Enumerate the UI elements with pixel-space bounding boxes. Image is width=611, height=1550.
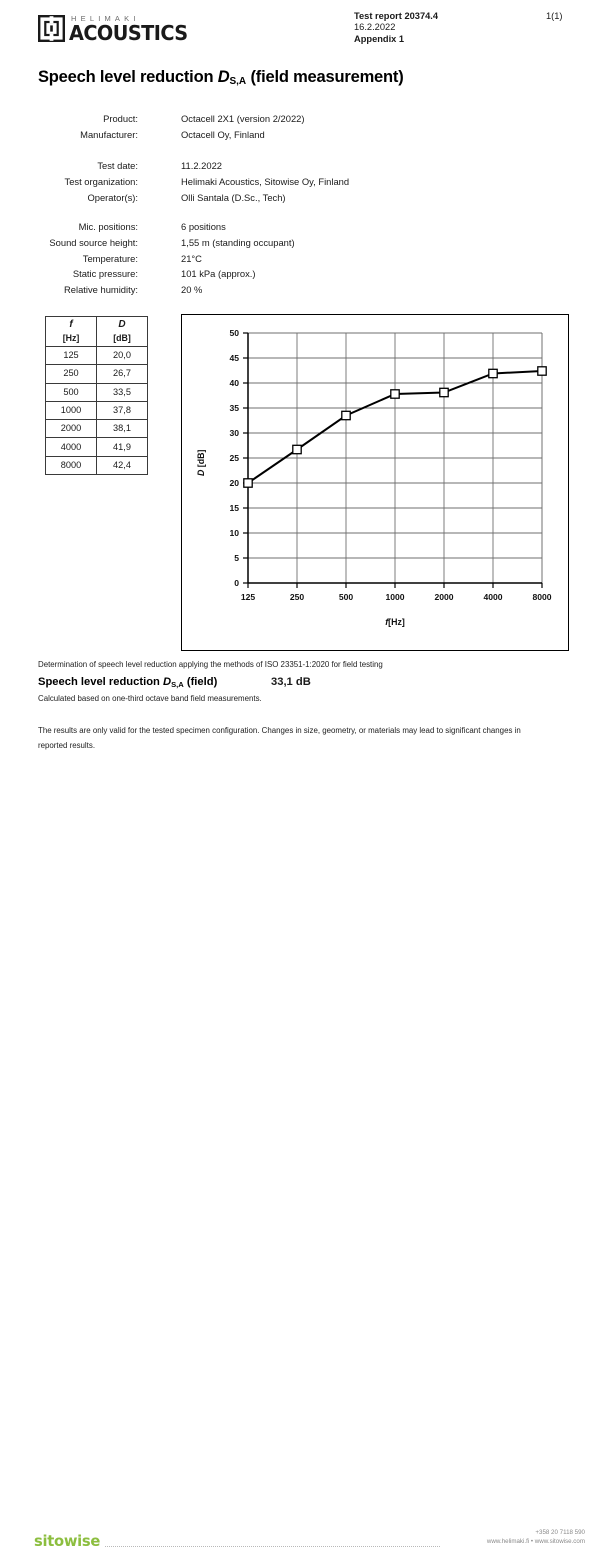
report-title: Test report 20374.4 [354, 11, 439, 21]
result-suffix: (field) [183, 676, 218, 688]
info-label: Temperature: [82, 252, 138, 264]
info-label: Relative humidity: [64, 284, 138, 296]
info-value: 6 positions [181, 221, 226, 232]
table-header-unit-row [46, 331, 148, 347]
info-label: Test date: [97, 160, 138, 171]
info-value: 101 kPa (approx.) [181, 268, 256, 280]
table-header-f-unit: [Hz] [46, 331, 97, 347]
table-body [46, 347, 148, 475]
info-value: Olli Santala (D.Sc., Tech) [181, 191, 286, 203]
info-label: Mic. positions: [78, 221, 138, 232]
info-label: Static pressure: [72, 268, 138, 280]
cell-frequency: 500 [46, 383, 97, 401]
info-row [0, 111, 611, 127]
svg-text:40: 40 [229, 378, 239, 389]
page-title [38, 68, 403, 87]
page-title-symbol: D [217, 68, 230, 86]
info-row [0, 251, 611, 267]
page-title-suffix: (field measurement) [246, 68, 404, 86]
result-prefix: Speech level reduction [38, 676, 163, 688]
info-group-product [0, 111, 611, 143]
disclaimer-text: The results are only valid for the tested specimen configuration. Changes in size, geometry, or materials may lead to significant changes in reported results. [38, 726, 521, 750]
logo-brand-top: HELIMAKI [71, 14, 140, 23]
svg-text:250: 250 [289, 592, 305, 602]
cell-frequency: 1000 [46, 401, 97, 419]
cell-reduction: 38,1 [97, 420, 148, 438]
page-title-prefix: Speech level reduction [38, 68, 218, 86]
cell-reduction: 42,4 [97, 456, 148, 474]
helimaki-acoustics-logo [38, 13, 195, 45]
cell-frequency: 8000 [46, 456, 97, 474]
info-group-test [0, 158, 611, 205]
svg-text:20: 20 [229, 478, 239, 489]
svg-text:4000: 4000 [483, 592, 503, 602]
page-title-subscript: S,A [229, 76, 247, 87]
svg-text:0: 0 [234, 578, 239, 589]
report-meta [354, 11, 438, 45]
table-row [46, 438, 148, 456]
svg-text:30: 30 [229, 428, 239, 439]
info-label: Sound source height: [49, 236, 138, 248]
cell-frequency: 250 [46, 365, 97, 383]
table-row [46, 347, 148, 365]
info-label: Operator(s): [87, 191, 138, 203]
info-label: Product: [103, 113, 138, 124]
footer-contact [445, 1529, 585, 1546]
info-group-conditions [0, 219, 611, 298]
result-symbol: D [162, 676, 172, 688]
table-header-d-unit: [dB] [97, 331, 148, 347]
note-method: Determination of speech level reduction applying the methods of ISO 23351-1:2020 for field testing [38, 660, 383, 669]
svg-text:35: 35 [229, 403, 239, 414]
table-row [46, 401, 148, 419]
svg-text:f[Hz]: f[Hz] [385, 617, 405, 627]
cell-reduction: 26,7 [97, 365, 148, 383]
table-header-symbol-row [46, 317, 148, 332]
frequency-data-table [45, 316, 148, 475]
svg-text:15: 15 [229, 503, 239, 514]
cell-reduction: 33,5 [97, 383, 148, 401]
table-header-d-symbol: D [97, 317, 148, 332]
svg-text:10: 10 [229, 528, 239, 539]
svg-text:2000: 2000 [434, 592, 454, 602]
info-value: 20 % [181, 284, 203, 296]
table-header-f-symbol: f [46, 317, 97, 332]
info-row [0, 282, 611, 298]
report-appendix: Appendix 1 [354, 33, 405, 44]
note-calculation: Calculated based on one-third octave band field measurements. [38, 694, 262, 703]
cell-frequency: 2000 [46, 420, 97, 438]
cell-reduction: 37,8 [97, 401, 148, 419]
svg-text:D [dB]: D [dB] [196, 449, 206, 476]
svg-text:125: 125 [240, 592, 256, 602]
page-header [0, 0, 611, 60]
info-row [0, 127, 611, 143]
svg-text:50: 50 [229, 328, 239, 339]
svg-text:500: 500 [338, 592, 354, 602]
page-number: 1(1) [546, 11, 563, 21]
info-row [0, 174, 611, 190]
info-value: 1,55 m (standing occupant) [181, 236, 295, 248]
info-row [0, 190, 611, 206]
report-date: 16.2.2022 [354, 22, 396, 33]
table-row [46, 420, 148, 438]
info-row [0, 235, 611, 251]
info-row [0, 266, 611, 282]
info-value: Octacell Oy, Finland [181, 128, 265, 140]
speech-level-reduction-chart [181, 314, 569, 651]
logo-brand-main: ACOUSTICS [69, 21, 188, 45]
info-value: 21°C [181, 252, 202, 264]
helimaki-logo-mark-icon [38, 15, 65, 42]
svg-text:1000: 1000 [385, 592, 405, 602]
result-subscript: S,A [171, 680, 184, 689]
footer-websites: www.helimaki.fi • www.sitowise.com [486, 1537, 585, 1545]
page-footer [0, 762, 611, 1550]
info-value: 11.2.2022 [181, 160, 223, 171]
cell-frequency: 125 [46, 347, 97, 365]
chart-svg [182, 315, 568, 650]
footer-phone: +358 20 7118 590 [535, 1529, 585, 1536]
footer-divider [105, 1546, 440, 1547]
info-value: Helimaki Acoustics, Sitowise Oy, Finland [181, 175, 350, 187]
svg-text:45: 45 [229, 353, 239, 364]
table-row [46, 365, 148, 383]
table-row [46, 383, 148, 401]
result-value: 33,1 dB [271, 676, 311, 688]
info-row [0, 158, 611, 174]
info-label: Manufacturer: [80, 128, 138, 140]
table-row [46, 456, 148, 474]
svg-text:5: 5 [234, 553, 239, 564]
info-value: Octacell 2X1 (version 2/2022) [181, 113, 305, 124]
sitowise-logo: sitowise [34, 1532, 101, 1550]
svg-text:25: 25 [229, 453, 239, 464]
info-label: Test organization: [64, 175, 138, 187]
info-row [0, 219, 611, 235]
cell-reduction: 41,9 [97, 438, 148, 456]
cell-reduction: 20,0 [97, 347, 148, 365]
cell-frequency: 4000 [46, 438, 97, 456]
result-label [38, 676, 217, 688]
svg-text:8000: 8000 [532, 592, 552, 602]
